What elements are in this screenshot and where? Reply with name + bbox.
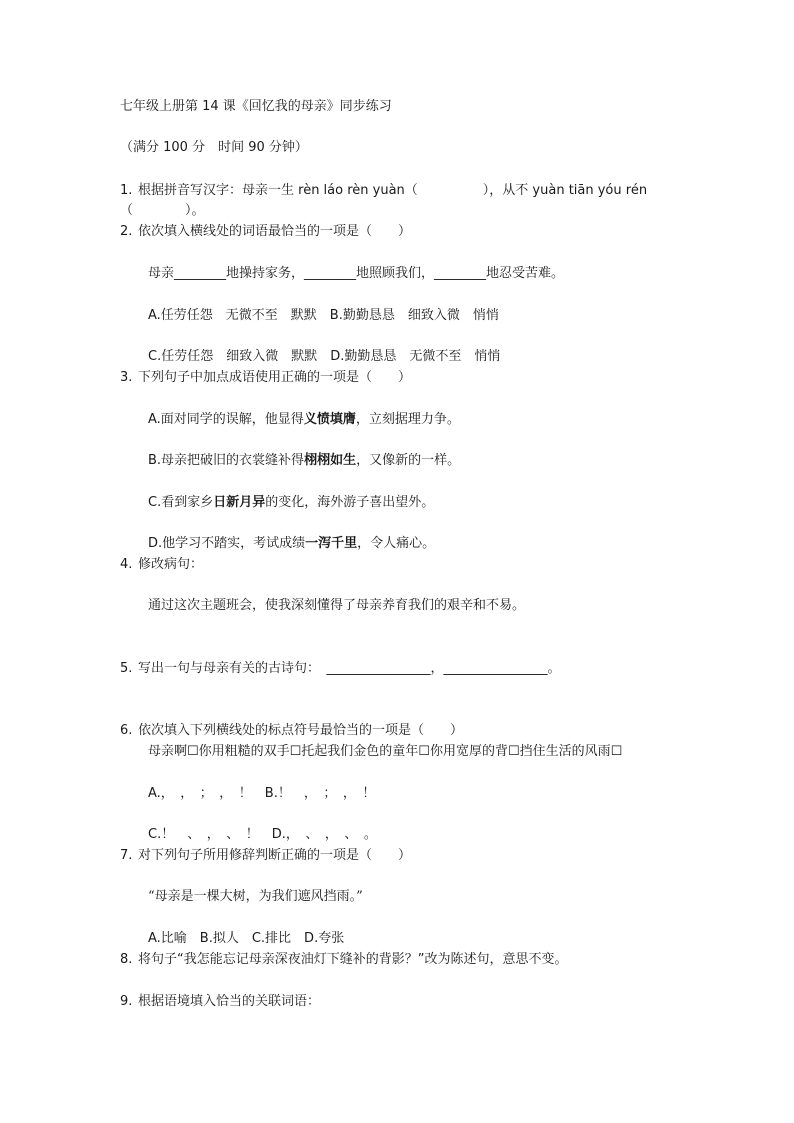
question-9-stem: 根据语境填入恰当的关联词语： <box>138 994 321 1009</box>
option-text: A.面对同学的误解，他显得 <box>148 412 304 427</box>
question-number: 8. <box>120 952 133 967</box>
question-2-options-ab: A.任劳任怨 无微不至 默默 B.勤勤恳恳 细致入微 悄悄 <box>148 308 499 323</box>
dotted-idiom: 栩栩如生 <box>304 453 357 468</box>
question-6-options-cd: C.！ 、 ， 、 ！ D.， 、 ， 、 。 <box>148 827 377 842</box>
question-6-sentence: 母亲啊☐你用粗糙的双手☐托起我们金色的童年☐你用宽厚的背☐挡住生活的风雨☐ <box>148 744 623 759</box>
option-text: C.看到家乡 <box>148 495 214 510</box>
question-6 <box>120 722 463 740</box>
question-3-option-d <box>148 535 435 553</box>
question-3-option-c <box>148 494 434 512</box>
question-8 <box>120 951 567 969</box>
option-text: D.他学习不踏实，考试成绩 <box>148 536 306 551</box>
question-6-options-ab: A.， ， ； ， ！ B.！ ， ； ， ！ <box>148 786 376 801</box>
question-2 <box>120 223 411 241</box>
question-3-stem: 下列句子中加点成语使用正确的一项是（ ） <box>138 370 412 385</box>
dotted-idiom: 一泻千里 <box>305 536 358 551</box>
question-7-stem: 对下列句子所用修辞判断正确的一项是（ ） <box>138 848 412 863</box>
dotted-idiom: 义愤填膺 <box>303 412 356 427</box>
option-text: ，立刻据理力争。 <box>355 412 460 427</box>
question-3 <box>120 369 411 387</box>
option-text: ，又像新的一样。 <box>356 453 461 468</box>
dotted-idiom: 日新月异 <box>213 495 266 510</box>
question-number: 1. <box>120 183 133 198</box>
question-1-line2: （ ）。 <box>120 203 205 218</box>
question-number: 5. <box>120 661 133 676</box>
question-number: 7. <box>120 848 133 863</box>
question-number: 9. <box>120 994 133 1009</box>
option-text: ，令人痛心。 <box>357 536 436 551</box>
question-3-option-a <box>148 411 460 429</box>
question-4 <box>120 556 203 574</box>
question-6-stem: 依次填入下列横线处的标点符号最恰当的一项是（ ） <box>138 723 464 738</box>
question-number: 2. <box>120 224 133 239</box>
question-1 <box>120 182 647 200</box>
page-title: 七年级上册第 14 课《回忆我的母亲》同步练习 <box>120 99 392 114</box>
question-9 <box>120 993 320 1011</box>
option-text: B.母亲把破旧的衣裳缝补得 <box>148 453 305 468</box>
question-3-option-b <box>148 452 460 470</box>
question-4-stem: 修改病句： <box>138 557 204 572</box>
question-2-options-cd: C.任劳任怨 细致入微 默默 D.勤勤恳恳 无微不至 悄悄 <box>148 349 501 364</box>
question-number: 4. <box>120 557 133 572</box>
question-2-sentence: 母亲________地操持家务，________地照顾我们，________地忍受苦难。 <box>148 266 565 281</box>
question-number: 3. <box>120 370 133 385</box>
question-1-stem: 根据拼音写汉字：母亲一生 rèn láo rèn yuàn（ ），从不 yuàn tiān yóu rén <box>138 183 648 198</box>
page-subtitle: （满分 100 分 时间 90 分钟） <box>120 140 308 155</box>
question-7-quote: “母亲是一棵大树，为我们遮风挡雨。” <box>148 889 363 904</box>
option-text: 的变化，海外游子喜出望外。 <box>265 495 435 510</box>
question-8-stem: 将句子“我怎能忘记母亲深夜油灯下缝补的背影？”改为陈述句，意思不变。 <box>138 952 568 967</box>
question-number: 6. <box>120 723 133 738</box>
question-7-options: A.比喻 B.拟人 C.排比 D.夸张 <box>148 931 345 946</box>
question-5 <box>120 660 561 678</box>
question-2-stem: 依次填入横线处的词语最恰当的一项是（ ） <box>138 224 412 239</box>
question-5-stem: 写出一句与母亲有关的古诗句： ________________，________________。 <box>138 661 561 676</box>
question-4-sentence: 通过这次主题班会，使我深刻懂得了母亲养育我们的艰辛和不易。 <box>148 598 526 613</box>
question-7 <box>120 847 411 865</box>
